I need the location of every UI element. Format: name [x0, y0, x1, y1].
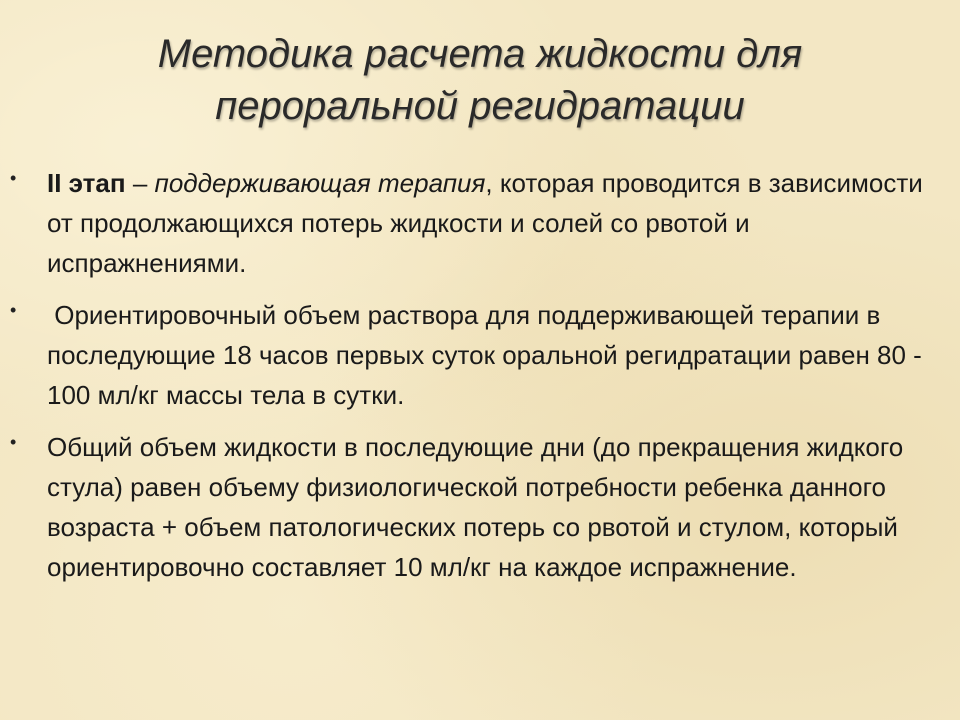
total-text: Общий объем жидкости в последующие дни (до прекращения жидкого стула) равен объему физиологической потребности ребенка данного возраста + объем патологических потерь со рвотой и стулом, который ориентировочно составляет 10 мл/кг на каждое испражнение. [47, 432, 904, 582]
bullet-marker: • [10, 300, 17, 320]
bullet-list [0, 163, 960, 599]
bullet-item-stage [0, 163, 960, 283]
bullet-marker: • [10, 432, 17, 452]
stage-label: II этап [47, 168, 126, 198]
stage-dash: – [125, 168, 155, 198]
stage-term: поддерживающая терапия [154, 168, 486, 198]
bullet-item-volume [0, 295, 960, 415]
slide-title: Методика расчета жидкости для пероральной регидратации [157, 32, 803, 128]
bullet-marker: • [10, 168, 17, 188]
stage-description: , которая проводится в зависимости от продолжающихся потерь жидкости и солей со рвотой и испражнениями. [47, 168, 923, 278]
volume-text: Ориентировочный объем раствора для поддерживающей терапии в последующие 18 часов первых суток оральной регидратации равен 80 - 100 мл/кг массы тела в сутки. [47, 300, 930, 410]
bullet-item-total [0, 427, 960, 587]
